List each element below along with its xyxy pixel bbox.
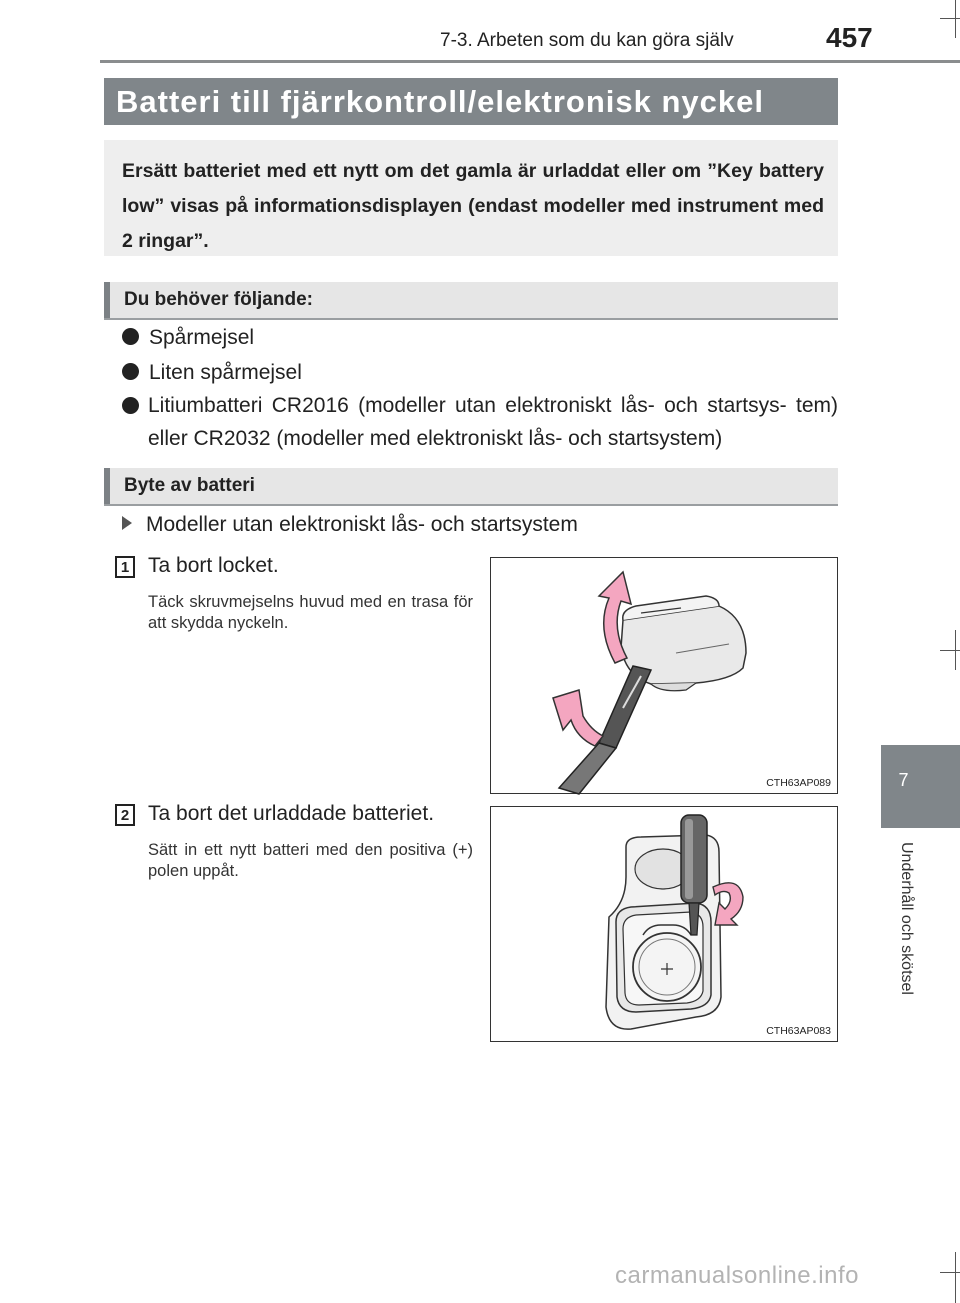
bullet-icon [122,328,139,345]
watermark: carmanualsonline.info [615,1262,859,1289]
chapter-label: Underhåll och skötsel [898,842,915,995]
list-item: Litiumbatteri CR2016 (modeller utan elektroniskt lås- och startsys- tem) eller CR2032 (modeller med elektroniskt lås- och startsystem) [148,394,838,450]
crop-mark-top [955,0,956,38]
step-number: 2 [115,804,135,826]
bullet-icon [122,363,139,380]
intro-box: Ersätt batteriet med ett nytt om det gamla är urladdat eller om ”Key battery low” visas på informationsdisplayen (endast modeller med instrument med 2 ringar”. [104,140,838,256]
figure-code: CTH63AP083 [766,1025,831,1037]
needs-heading: Du behöver följande: [104,282,838,318]
page-number: 457 [826,22,873,53]
figure-remove-battery [490,806,838,1042]
bullet-icon [122,397,139,414]
list-item: Spårmejsel [122,326,254,350]
figure-remove-cover [490,557,838,794]
step-number: 1 [115,556,135,578]
battery-illustration [491,807,839,1043]
header-rule [100,60,960,63]
figure-code: CTH63AP089 [766,777,831,789]
crop-mark-top-h [940,18,960,19]
crop-mark-bottom-h [940,1272,960,1273]
step-title: Ta bort locket. [148,554,279,577]
list-item-bullet [122,395,149,419]
crop-mark-mid-h [940,650,960,651]
model-note: Modeller utan elektroniskt lås- och startsystem [122,513,578,537]
crop-mark-bottom [955,1252,956,1303]
triangle-icon [122,516,132,530]
step-title: Ta bort det urladdade batteriet. [148,802,435,825]
replace-heading: Byte av batteri [104,468,838,504]
section-title: 7-3. Arbeten som du kan göra själv [440,30,734,51]
key-cover-illustration [491,558,839,795]
chapter-number: 7 [898,770,909,790]
list-item: Liten spårmejsel [122,361,302,385]
step-note: Sätt in ett nytt batteri med den positiva (+) polen uppåt. [148,841,473,880]
page-heading: Batteri till fjärrkontroll/elektronisk nyckel [104,78,838,125]
step-note: Täck skruvmejselns huvud med en trasa för att skydda nyckeln. [148,593,473,632]
